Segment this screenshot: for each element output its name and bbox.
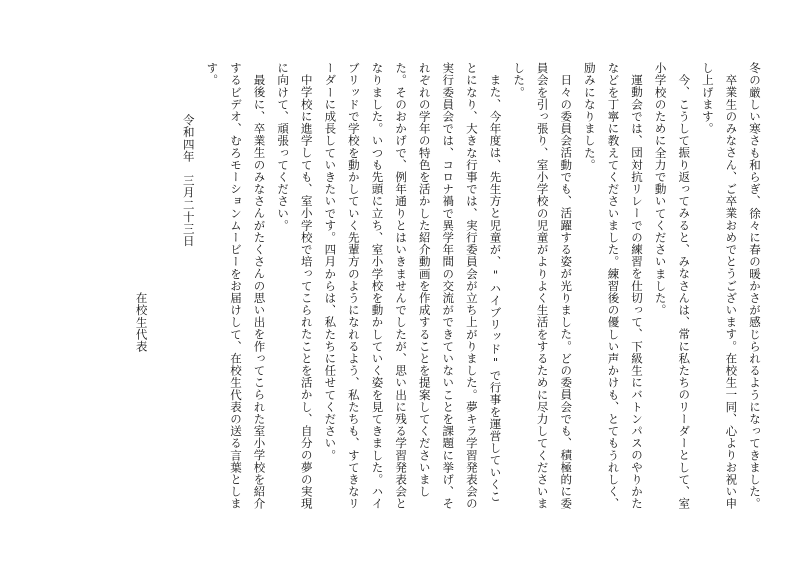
paragraph-sports-day: 運動会では、団対抗リレーでの練習を仕切って、下級生にバトンパスのやりかたなどを丁寧に教えてくださいました。練習後の優しい声かけも、とてもうれしく、励みになりました。 xyxy=(582,62,645,510)
signature-line: 在校生代表 xyxy=(134,292,149,353)
paragraph-hybrid-events: また、今年度は、先生方と児童が、"ハイブリッド"で行事を運営していくことになり、大きな行事では、実行委員会が立ち上がりました。夢キラ学習発表会の実行委員会では、コロナ禍で異学年間の交流ができていないことを課題に挙げ、それぞれの学年の特色を活かした紹介動画を作成することを提案してくださいました。そのおかげで、例年通りとはいきませんでしたが、思い出に残る学習発表会となりました。いつも先頭に立ち、室小学校を動かしていく姿を見てきました。ハイブリッドで学校を動かしていく先輩方のようになれるよう、私たちも、すてきなリーダーに成長していきたいです。四月からは、私たちに任せてください。 xyxy=(323,62,503,510)
paragraph-closing: 最後に、卒業生のみなさんがたくさんの思い出を作ってこられた室小学校を紹介するビデオ、むろモーションムービーをお届けして、在校生代表の送る言葉とします。 xyxy=(205,62,267,510)
paragraph-junior-high: 中学校に進学しても、室小学校で培ってこられたことを活かし、自分の夢の実現に向けて、頑張ってください。 xyxy=(276,62,314,510)
date-line: 令和四年 三月二十三日 xyxy=(181,113,196,247)
paragraph-greeting: 冬の厳しい寒さも和らぎ、徐々に春の暖かさが感じられるようになってきました。 xyxy=(748,62,762,510)
paragraph-congratulations: 卒業生のみなさん、ご卒業おめでとうございます。在校生一同、心よりお祝い申し上げます。 xyxy=(700,62,739,510)
paragraph-reflection: 今、こうして振り返ってみると、みなさんは、常に私たちのリーダーとして、室小学校のために全力で動いてくださいました。 xyxy=(653,62,692,510)
farewell-letter xyxy=(26,62,766,512)
paragraph-committee: 日々の委員会活動でも、活躍する姿が光りました。どの委員会でも、積極的に委員会を引っ張り、室小学校の児童がよりよく生活をするために尽力してくださいました。 xyxy=(512,62,574,510)
